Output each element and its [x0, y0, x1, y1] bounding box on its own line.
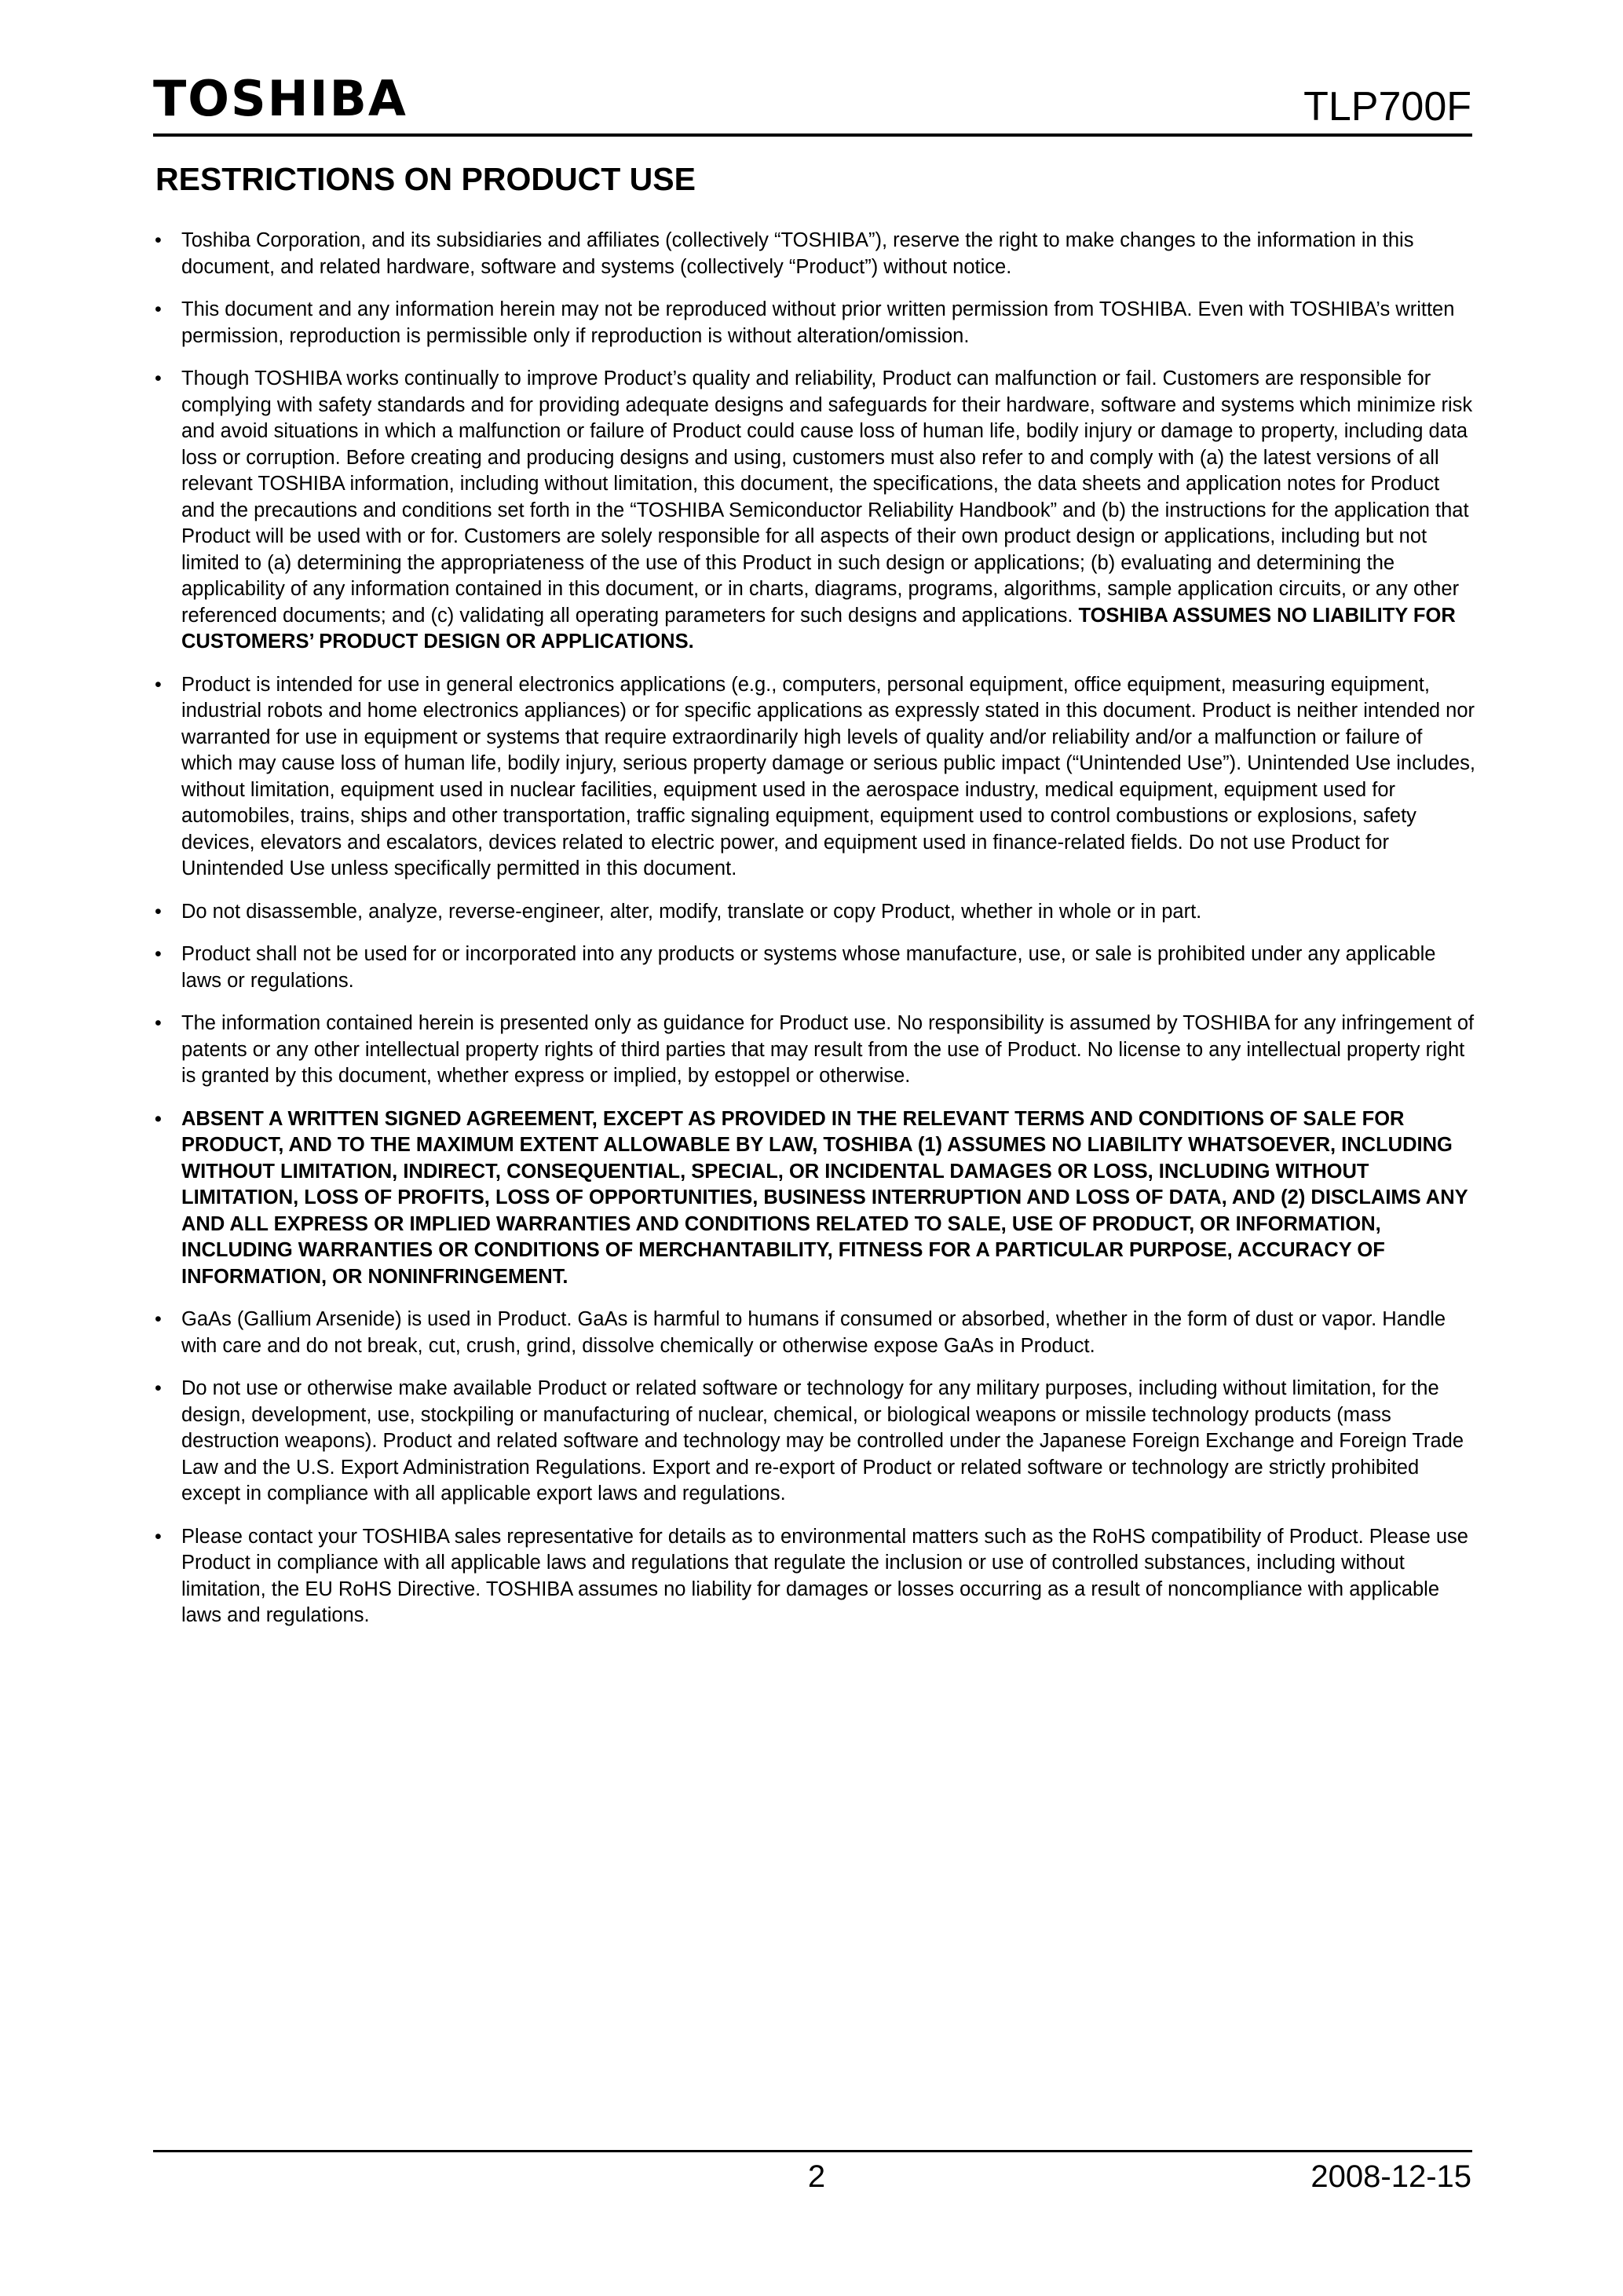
bullet-dot-icon: • [155, 1308, 162, 1330]
bullet-dot-icon: • [155, 943, 162, 965]
restriction-text: Toshiba Corporation, and its subsidiaries and affiliates (collectively “TOSHIBA”), reserve the right to make changes to the information in this document, and related hardware, software and systems (collectively “Product”) without notice. [181, 229, 1414, 278]
document-date: 2008-12-15 [1310, 2159, 1471, 2194]
page-number: 2 [807, 2159, 826, 2194]
bullet-dot-icon: • [155, 367, 162, 389]
bullet-dot-icon: • [155, 229, 162, 251]
restrictions-list [155, 228, 1475, 1646]
restriction-bold-text: ABSENT A WRITTEN SIGNED AGREEMENT, EXCEPT AS PROVIDED IN THE RELEVANT TERMS AND CONDITIONS OF SALE FOR PRODUCT, AND TO THE MAXIMUM EXTENT ALLOWABLE BY LAW, TOSHIBA (1) ASSUMES NO LIABILITY WHATSOEVER, INCLUDING WITHOUT LIMITATION, INDIRECT, CONSEQUENTIAL, SPECIAL, OR INCIDENTAL DAMAGES OR LOSS, INCLUDING WITHOUT LIMITATION, LOSS OF PROFITS, LOSS OF OPPORTUNITIES, BUSINESS INTERRUPTION AND LOSS OF DATA, AND (2) DISCLAIMS ANY AND ALL EXPRESS OR IMPLIED WARRANTIES AND CONDITIONS RELATED TO SALE, USE OF PRODUCT, OR INFORMATION, INCLUDING WARRANTIES OR CONDITIONS OF MERCHANTABILITY, FITNESS FOR A PARTICULAR PURPOSE, ACCURACY OF INFORMATION, OR NONINFRINGEMENT. [181, 1107, 1468, 1288]
part-number: TLP700F [1303, 84, 1471, 130]
restriction-bold-text: TOSHIBA ASSUMES NO LIABILITY FOR CUSTOMERS’ PRODUCT DESIGN OR APPLICATIONS. [181, 604, 1456, 653]
restriction-item [155, 297, 1475, 349]
restriction-item [155, 672, 1475, 883]
bullet-dot-icon: • [155, 1107, 162, 1130]
header-rule [153, 133, 1472, 137]
restriction-item [155, 228, 1475, 280]
bullet-dot-icon: • [155, 673, 162, 696]
restriction-text: This document and any information herein may not be reproduced without prior written permission from TOSHIBA. Even with TOSHIBA’s written permission, reproduction is permissible only if reproduction is without alteration/omission. [181, 298, 1455, 347]
restriction-item [155, 1376, 1475, 1508]
bullet-dot-icon: • [155, 298, 162, 320]
restriction-item [155, 941, 1475, 994]
restriction-text: Though TOSHIBA works continually to improve Product’s quality and reliability, Product can malfunction or fail. Customers are responsible for complying with safety standards and for providing adequate designs and safeguards for their hardware, software and systems which minimize risk and avoid situations in which a malfunction or failure of Product could cause loss of human life, bodily injury or damage to property, including data loss or corruption. Before creating and producing designs and using, customers must also refer to and comply with (a) the latest versions of all relevant TOSHIBA information, including without limitation, this document, the specifications, the data sheets and application notes for Product and the precautions and conditions set forth in the “TOSHIBA Semiconductor Reliability Handbook” and (b) the instructions for the application that Product will be used with or for. Customers are solely responsible for all aspects of their own product design or applications, including but not limited to (a) determining the appropriateness of the use of this Product in such design or applications; (b) evaluating and determining the applicability of any information contained in this document, or in charts, diagrams, programs, algorithms, sample application circuits, or any other referenced documents; and (c) validating all operating parameters for such designs and applications. [181, 367, 1473, 627]
restriction-item [155, 366, 1475, 656]
restriction-text: Do not disassemble, analyze, reverse-engineer, alter, modify, translate or copy Product, whether in whole or in part. [181, 900, 1202, 923]
restriction-text: Do not use or otherwise make available Product or related software or technology for any military purposes, including without limitation, for the design, development, use, stockpiling or manufacturing of nuclear, chemical, or biological weapons or missile technology products (mass destruction weapons). Product and related software and technology may be controlled under the Japanese Foreign Exchange and Foreign Trade Law and the U.S. Export Administration Regulations. Export and re-export of Product or related software or technology are strictly prohibited except in compliance with all applicable export laws and regulations. [181, 1377, 1464, 1504]
bullet-dot-icon: • [155, 1525, 162, 1548]
restriction-item [155, 1307, 1475, 1359]
restriction-text: Product shall not be used for or incorporated into any products or systems whose manufacture, use, or sale is prohibited under any applicable laws or regulations. [181, 943, 1436, 992]
bullet-dot-icon: • [155, 1377, 162, 1399]
restriction-item [155, 899, 1475, 926]
bullet-dot-icon: • [155, 900, 162, 923]
restriction-text: The information contained herein is presented only as guidance for Product use. No responsibility is assumed by TOSHIBA for any infringement of patents or any other intellectual property rights of third parties that may result from the use of Product. No license to any intellectual property right is granted by this document, whether express or implied, by estoppel or otherwise. [181, 1012, 1475, 1087]
restriction-item [155, 1524, 1475, 1629]
bullet-dot-icon: • [155, 1012, 162, 1034]
restriction-item [155, 1011, 1475, 1090]
restriction-text: GaAs (Gallium Arsenide) is used in Product. GaAs is harmful to humans if consumed or absorbed, whether in the form of dust or vapor. Handle with care and do not break, cut, crush, grind, dissolve chemically or otherwise expose GaAs in Product. [181, 1308, 1446, 1357]
toshiba-logo: TOSHIBA [153, 70, 408, 127]
restriction-text: Product is intended for use in general electronics applications (e.g., computers, personal equipment, office equipment, measuring equipment, industrial robots and home electronics appliances) or for specific applications as expressly stated in this document. Product is neither intended nor warranted for use in equipment or systems that require extraordinarily high levels of quality and/or reliability and/or a malfunction or failure of which may cause loss of human life, bodily injury, serious property damage or serious public impact (“Unintended Use”). Unintended Use includes, without limitation, equipment used in nuclear facilities, equipment used in the aerospace industry, medical equipment, equipment used for automobiles, trains, ships and other transportation, traffic signaling equipment, equipment used to control combustions or explosions, safety devices, elevators and escalators, devices related to electric power, and equipment used in finance-related fields. Do not use Product for Unintended Use unless specifically permitted in this document. [181, 673, 1475, 879]
restriction-item [155, 1106, 1475, 1291]
restriction-text: Please contact your TOSHIBA sales representative for details as to environmental matters such as the RoHS compatibility of Product. Please use Product in compliance with all applicable laws and regulations that regulate the inclusion or use of controlled substances, including without limitation, the EU RoHS Directive. TOSHIBA assumes no liability for damages or losses occurring as a result of noncompliance with applicable laws and regulations. [181, 1525, 1468, 1626]
footer-rule [153, 2150, 1472, 2152]
section-title: RESTRICTIONS ON PRODUCT USE [155, 161, 696, 197]
